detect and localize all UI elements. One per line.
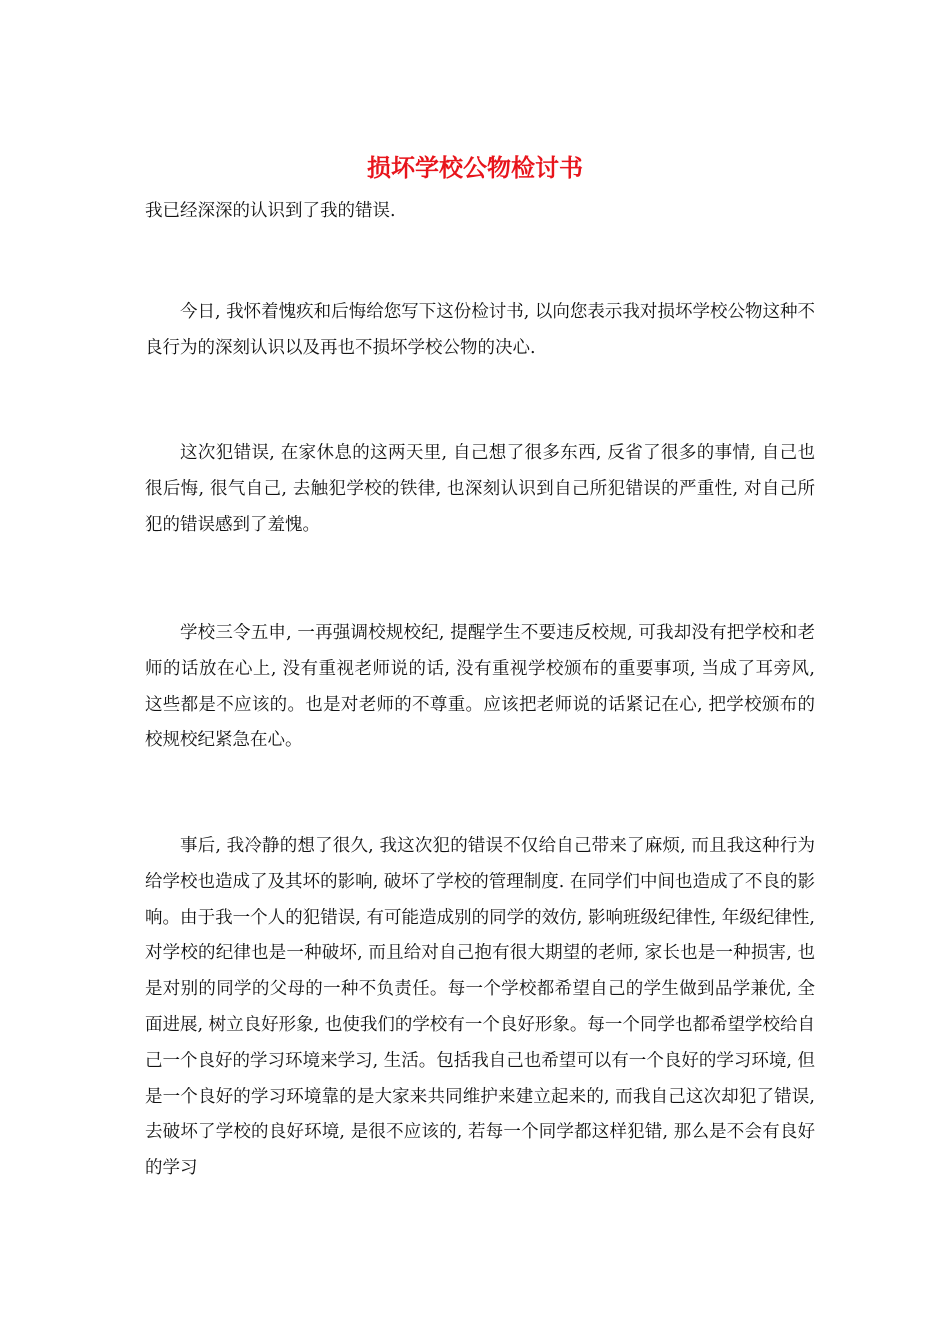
paragraph-3: 学校三令五申, 一再强调校规校纪, 提醒学生不要违反校规, 可我却没有把学校和老师的话放在心上, 没有重视老师说的话, 没有重视学校颁布的重要事项, 当成了耳旁风, 这些都是不应该的。也是对老师的不尊重。应该把老师说的话紧记在心, 把学校颁布的校规校纪紧急在心。	[145, 623, 815, 751]
document-title: 损坏学校公物检讨书	[367, 153, 583, 182]
paragraph-4: 事后, 我冷静的想了很久, 我这次犯的错误不仅给自己带来了麻烦, 而且我这种行为给学校也造成了及其坏的影响, 破坏了学校的管理制度. 在同学们中间也造成了不良的影响。由于我一个人的犯错误, 有可能造成别的同学的效仿, 影响班级纪律性, 年级纪律性, 对学校的纪律也是一种破坏, 而且给对自己抱有很大期望的老师, 家长也是一种损害, 也是对别的同学的父母的一种不负责任。每一个学校都希望自己的学生做到品学兼优, 全面进展, 树立良好形象, 也使我们的学校有一个良好形象。每一个同学也都希望学校给自己一个良好的学习环境来学习, 生活。包括我自己也希望可以有一个良好的学习环境, 但是一个良好的学习环境靠的是大家来共同维护来建立起来的, 而我自己这次却犯了错误, 去破坏了学校的良好环境, 是很不应该的, 若每一个同学都这样犯错, 那么是不会有良好的学习	[145, 836, 815, 1179]
paragraph-1: 今日, 我怀着愧疚和后悔给您写下这份检讨书, 以向您表示我对损坏学校公物这种不良行为的深刻认识以及再也不损坏学校公物的决心.	[145, 302, 815, 358]
paragraph-2: 这次犯错误, 在家休息的这两天里, 自己想了很多东西, 反省了很多的事情, 自己也很后悔, 很气自己, 去触犯学校的铁律, 也深刻认识到自己所犯错误的严重性, 对自己所犯的错误感到了羞愧。	[145, 443, 815, 535]
intro-line: 我已经深深的认识到了我的错误.	[145, 201, 396, 221]
